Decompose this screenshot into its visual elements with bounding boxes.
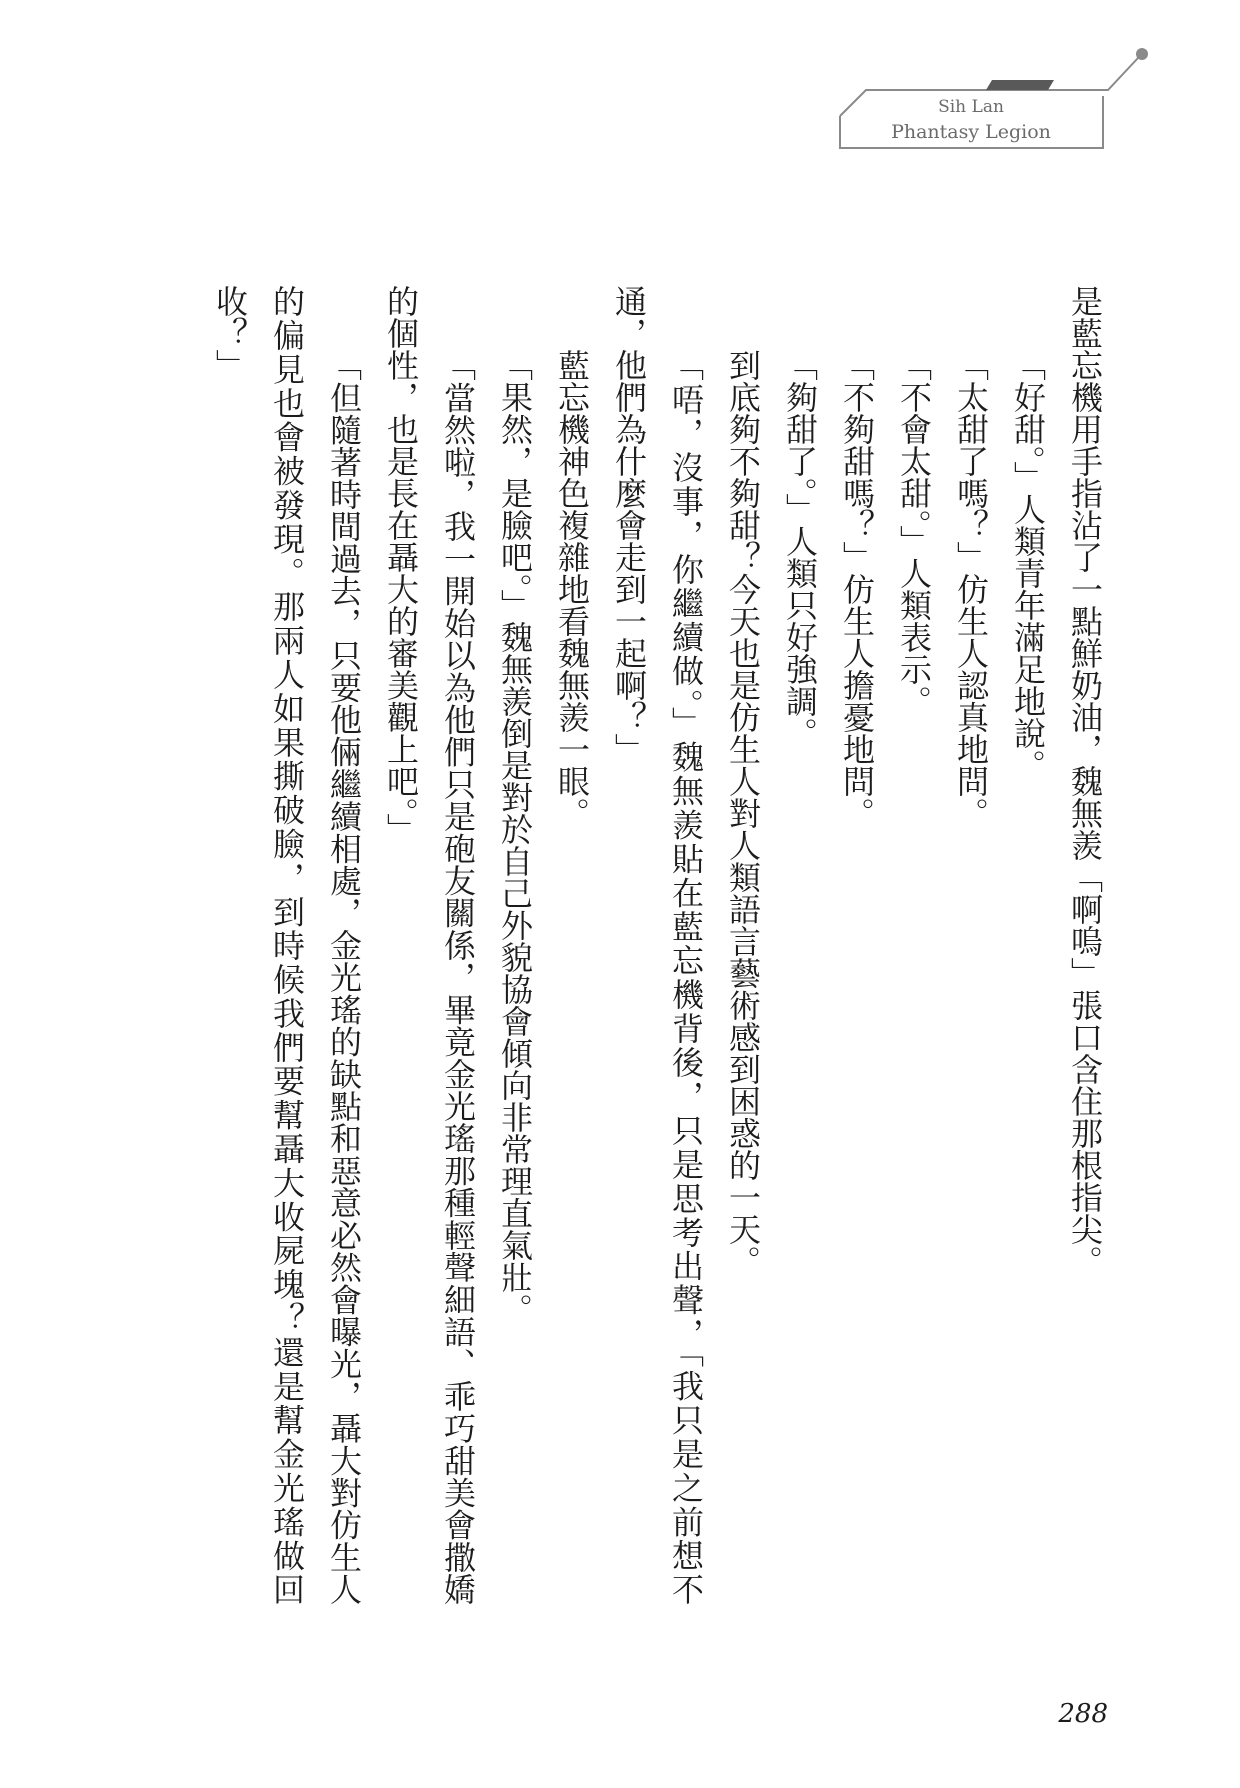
text-column: 「不夠甜嗎？」仿生人擔憂地問。 [838,349,876,829]
text-column: 「唔，沒事，你繼續做。」魏無羨貼在藍忘機背後，只是思考出聲，「我只是之前想不 [667,349,705,1605]
page-number: 288 [1058,1699,1108,1729]
text-body [201,285,1113,1605]
text-column: 「夠甜了。」人類只好強調。 [781,349,819,749]
header-bar-icon [986,80,1054,90]
text-column: 的偏見也會被發現。那兩人如果撕破臉，到時候我們要幫聶大收屍塊？還是幫金光瑤做回 [268,285,306,1605]
text-column: 收？」 [211,285,249,381]
header-emblem [0,0,1240,170]
series-title-line1: Sih Lan [938,97,1004,117]
text-column: 通，他們為什麼會走到一起啊？」 [610,285,648,765]
text-column: 「不會太甜。」人類表示。 [895,349,933,717]
text-column: 藍忘機神色複雜地看魏無羨一眼。 [553,349,591,829]
text-column: 「當然啦，我一開始以為他們只是砲友關係，畢竟金光瑤那種輕聲細語、乖巧甜美會撒嬌 [439,349,477,1605]
text-column: 「果然，是臉吧。」魏無羨倒是對於自己外貌協會傾向非常理直氣壯。 [496,349,534,1325]
text-column: 「但隨著時間過去，只要他倆繼續相處，金光瑤的缺點和惡意必然會曝光，聶大對仿生人 [325,349,363,1605]
header-dot-icon [1136,48,1148,60]
text-column: 到底夠不夠甜？今天也是仿生人對人類語言藝術感到困惑的一天。 [724,349,762,1277]
text-column: 的個性，也是長在聶大的審美觀上吧。」 [382,285,420,845]
series-title-line2: Phantasy Legion [891,121,1051,143]
text-column: 「太甜了嗎？」仿生人認真地問。 [952,349,990,829]
text-column: 「好甜。」人類青年滿足地說。 [1009,349,1047,781]
text-column: 是藍忘機用手指沾了一點鮮奶油，魏無羨「啊嗚」張口含住那根指尖。 [1066,285,1104,1277]
